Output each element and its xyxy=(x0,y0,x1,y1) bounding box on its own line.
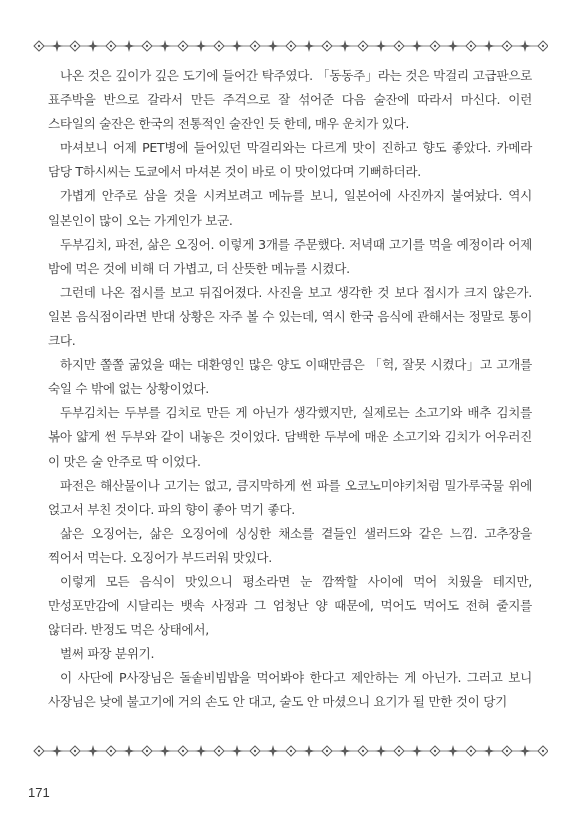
bottom-ornament-border xyxy=(32,741,548,761)
paragraph: 나온 것은 깊이가 깊은 도기에 들어간 탁주였다. 「동동주」라는 것은 막걸리 고급판으로 표주박을 반으로 갈라서 만든 주걱으로 잘 섞어준 다음 술잔에 따라서 마신다. 이런 스타일의 술잔은 한국의 전통적인 술잔인 듯 한데, 매우 운치가 있다. xyxy=(48,68,532,132)
paragraph: 두부김치는 두부를 김치로 만든 게 아닌가 생각했지만, 실제로는 소고기와 배추 김치를 볶아 얇게 썬 두부와 같이 내놓은 것이었다. 담백한 두부에 매운 소고기와 김치가 어우러진 이 맛은 술 안주로 딱 이었다. xyxy=(48,405,532,469)
ornament-border-svg xyxy=(32,36,548,56)
paragraph: 마셔보니 어제 PET병에 들어있던 막걸리와는 다르게 맛이 진하고 향도 좋았다. 카메라 담당 T하시씨는 도쿄에서 마셔본 것이 바로 이 맛이었다며 기뻐하더라. xyxy=(48,140,532,180)
page-number: 171 xyxy=(28,785,50,800)
top-ornament-border xyxy=(32,36,548,56)
body-text xyxy=(48,64,532,715)
paragraph: 그런데 나온 접시를 보고 뒤집어졌다. 사진을 보고 생각한 것 보다 접시가 크지 않은가. 일본 음식점이라면 반대 상황은 자주 볼 수 있는데, 역시 한국 음식에 관해서는 정말로 통이 크다. xyxy=(48,284,532,349)
paragraph: 이 사단에 P사장님은 돌솥비빔밥을 먹어봐야 한다고 제안하는 게 아닌가. 그러고 보니 사장님은 낮에 불고기에 거의 손도 안 대고, 술도 안 마셨으니 요기가 될 만한 것이 당기 xyxy=(48,670,532,710)
paragraph: 가볍게 안주로 삼을 것을 시켜보려고 메뉴를 보니, 일본어에 사진까지 붙여놨다. 역시 일본인이 많이 오는 가게인가 보군. xyxy=(48,188,532,228)
ornament-border-svg xyxy=(32,741,548,761)
paragraph: 두부김치, 파전, 삶은 오징어. 이렇게 3개를 주문했다. 저녁때 고기를 먹을 예정이라 어제 밤에 먹은 것에 비해 더 가볍고, 더 산뜻한 메뉴를 시켰다. xyxy=(48,236,532,276)
paragraph: 이렇게 모든 음식이 맛있으니 평소라면 눈 깜짝할 사이에 먹어 치웠을 테지만, 만성포만감에 시달리는 뱃속 사정과 그 엄청난 양 때문에, 먹어도 먹어도 전혀 줄지를 않더라. 반정도 먹은 상태에서, xyxy=(48,573,532,638)
paragraph: 삶은 오징어는, 삶은 오징어에 싱싱한 채소를 곁들인 샐러드와 같은 느낌. 고추장을 찍어서 먹는다. 오징어가 부드러워 맛있다. xyxy=(48,525,532,565)
paragraph: 파전은 해산물이나 고기는 없고, 큼지막하게 썬 파를 오코노미야키처럼 밀가루국물 위에 얹고서 부친 것이다. 파의 향이 좋아 먹기 좋다. xyxy=(48,477,532,517)
paragraph: 벌써 파장 분위기. xyxy=(60,646,155,662)
paragraph: 하지만 쫄쫄 굶었을 때는 대환영인 많은 양도 이때만큼은 「헉, 잘못 시켰다」고 고개를 숙일 수 밖에 없는 상황이었다. xyxy=(48,357,532,397)
